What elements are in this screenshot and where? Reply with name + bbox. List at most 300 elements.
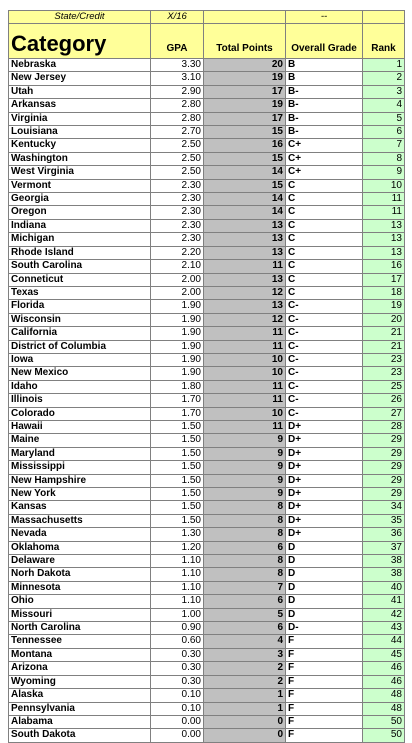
overall-grade-cell[interactable]: D- [286, 622, 363, 635]
rank-cell[interactable]: 13 [363, 219, 405, 232]
state-grades-table [8, 10, 405, 743]
gpa-cell[interactable]: 2.50 [151, 152, 204, 165]
total-points-cell[interactable]: 13 [204, 300, 286, 313]
total-points-cell[interactable]: 9 [204, 447, 286, 460]
total-points-cell[interactable]: 5 [204, 608, 286, 621]
total-points-cell[interactable]: 6 [204, 541, 286, 554]
column-header-row [9, 24, 405, 59]
gpa-cell[interactable]: 2.30 [151, 219, 204, 232]
overall-grade-cell[interactable]: C [286, 246, 363, 259]
gpa-cell[interactable]: 1.10 [151, 555, 204, 568]
total-points-cell[interactable]: 10 [204, 367, 286, 380]
rank-cell[interactable]: 48 [363, 702, 405, 715]
rank-cell[interactable]: 45 [363, 648, 405, 661]
total-points-cell[interactable]: 19 [204, 99, 286, 112]
state-name-cell[interactable]: North Carolina [9, 622, 151, 635]
overall-grade-cell[interactable]: C [286, 193, 363, 206]
overall-grade-cell[interactable]: D+ [286, 447, 363, 460]
state-name-cell[interactable]: Oregon [9, 206, 151, 219]
state-name-cell[interactable]: California [9, 327, 151, 340]
table-row [9, 327, 405, 340]
table-row [9, 246, 405, 259]
table-row [9, 488, 405, 501]
overall-grade-cell[interactable]: D [286, 595, 363, 608]
gpa-cell[interactable]: 2.30 [151, 233, 204, 246]
total-points-cell[interactable]: 17 [204, 112, 286, 125]
overall-grade-cell[interactable]: C [286, 233, 363, 246]
table-row [9, 622, 405, 635]
top-header-empty-1[interactable] [204, 11, 286, 24]
rank-cell[interactable]: 7 [363, 139, 405, 152]
rank-cell[interactable]: 34 [363, 501, 405, 514]
overall-grade-cell[interactable]: D+ [286, 501, 363, 514]
gpa-cell[interactable]: 1.20 [151, 541, 204, 554]
table-row [9, 648, 405, 661]
total-points-header[interactable]: Total Points [204, 24, 286, 59]
rank-cell[interactable]: 5 [363, 112, 405, 125]
state-name-cell[interactable]: Louisiana [9, 126, 151, 139]
overall-grade-cell[interactable]: C- [286, 327, 363, 340]
table-row [9, 99, 405, 112]
overall-grade-cell[interactable]: D [286, 541, 363, 554]
gpa-cell[interactable]: 1.50 [151, 474, 204, 487]
state-name-cell[interactable]: West Virginia [9, 166, 151, 179]
state-name-cell[interactable]: Conneticut [9, 273, 151, 286]
overall-grade-cell[interactable]: C [286, 286, 363, 299]
gpa-cell[interactable]: 1.90 [151, 340, 204, 353]
rank-cell[interactable]: 13 [363, 233, 405, 246]
rank-header[interactable]: Rank [363, 24, 405, 59]
total-points-cell[interactable]: 13 [204, 219, 286, 232]
total-points-cell[interactable]: 3 [204, 648, 286, 661]
gpa-header[interactable]: GPA [151, 24, 204, 59]
gpa-cell[interactable]: 0.30 [151, 662, 204, 675]
overall-grade-cell[interactable]: C+ [286, 139, 363, 152]
state-name-cell[interactable]: Indiana [9, 219, 151, 232]
table-row [9, 313, 405, 326]
total-points-cell[interactable]: 1 [204, 689, 286, 702]
overall-grade-cell[interactable]: D [286, 581, 363, 594]
state-name-cell[interactable]: Washington [9, 152, 151, 165]
overall-grade-cell[interactable]: F [286, 702, 363, 715]
table-row [9, 581, 405, 594]
gpa-cell[interactable]: 0.30 [151, 648, 204, 661]
gpa-cell[interactable]: 2.30 [151, 179, 204, 192]
table-body [9, 59, 405, 743]
gpa-cell[interactable]: 1.90 [151, 367, 204, 380]
rank-cell[interactable]: 11 [363, 193, 405, 206]
table-row [9, 474, 405, 487]
total-points-cell[interactable]: 17 [204, 85, 286, 98]
overall-grade-cell[interactable]: D+ [286, 528, 363, 541]
gpa-cell[interactable]: 0.10 [151, 689, 204, 702]
gpa-cell[interactable]: 1.50 [151, 447, 204, 460]
rank-cell[interactable]: 9 [363, 166, 405, 179]
rank-cell[interactable]: 42 [363, 608, 405, 621]
rank-cell[interactable]: 35 [363, 514, 405, 527]
state-name-cell[interactable]: Maine [9, 434, 151, 447]
state-name-cell[interactable]: Georgia [9, 193, 151, 206]
total-points-cell[interactable]: 13 [204, 246, 286, 259]
overall-grade-cell[interactable]: C- [286, 407, 363, 420]
gpa-cell[interactable]: 0.30 [151, 675, 204, 688]
category-header[interactable]: Category [9, 24, 151, 59]
table-row [9, 595, 405, 608]
total-points-cell[interactable]: 11 [204, 340, 286, 353]
total-points-cell[interactable]: 9 [204, 488, 286, 501]
rank-cell[interactable]: 11 [363, 206, 405, 219]
rank-cell[interactable]: 48 [363, 689, 405, 702]
state-name-cell[interactable]: Wisconsin [9, 313, 151, 326]
overall-grade-cell[interactable]: C [286, 260, 363, 273]
gpa-cell[interactable]: 0.90 [151, 622, 204, 635]
state-name-cell[interactable]: Norh Dakota [9, 568, 151, 581]
total-points-cell[interactable]: 16 [204, 139, 286, 152]
total-points-cell[interactable]: 11 [204, 380, 286, 393]
overall-grade-cell[interactable]: B [286, 72, 363, 85]
gpa-cell[interactable]: 1.90 [151, 327, 204, 340]
gpa-cell[interactable]: 1.50 [151, 434, 204, 447]
total-points-cell[interactable]: 11 [204, 260, 286, 273]
gpa-cell[interactable]: 1.50 [151, 488, 204, 501]
gpa-cell[interactable]: 1.70 [151, 394, 204, 407]
table-row [9, 635, 405, 648]
gpa-cell[interactable]: 2.50 [151, 139, 204, 152]
total-points-cell[interactable]: 15 [204, 126, 286, 139]
rank-cell[interactable]: 27 [363, 407, 405, 420]
gpa-cell[interactable]: 2.80 [151, 99, 204, 112]
total-points-cell[interactable]: 14 [204, 166, 286, 179]
overall-grade-cell[interactable]: C [286, 273, 363, 286]
total-points-cell[interactable]: 20 [204, 59, 286, 72]
rank-cell[interactable]: 38 [363, 555, 405, 568]
rank-cell[interactable]: 37 [363, 541, 405, 554]
state-name-cell[interactable]: Oklahoma [9, 541, 151, 554]
gpa-cell[interactable]: 0.10 [151, 702, 204, 715]
table-row [9, 300, 405, 313]
top-header-empty-2[interactable] [363, 11, 405, 24]
rank-cell[interactable]: 50 [363, 729, 405, 742]
overall-grade-cell[interactable]: F [286, 662, 363, 675]
state-name-cell[interactable]: Iowa [9, 353, 151, 366]
overall-grade-header[interactable]: Overall Grade [286, 24, 363, 59]
overall-grade-cell[interactable]: B- [286, 126, 363, 139]
gpa-cell[interactable]: 1.50 [151, 461, 204, 474]
gpa-cell[interactable]: 1.10 [151, 595, 204, 608]
state-name-cell[interactable]: South Carolina [9, 260, 151, 273]
overall-grade-cell[interactable]: F [286, 648, 363, 661]
rank-cell[interactable]: 40 [363, 581, 405, 594]
rank-cell[interactable]: 4 [363, 99, 405, 112]
rank-cell[interactable]: 26 [363, 394, 405, 407]
rank-cell[interactable]: 2 [363, 72, 405, 85]
overall-grade-cell[interactable]: C- [286, 367, 363, 380]
overall-grade-cell[interactable]: D [286, 568, 363, 581]
gpa-cell[interactable]: 2.20 [151, 246, 204, 259]
rank-cell[interactable]: 36 [363, 528, 405, 541]
total-points-cell[interactable]: 6 [204, 622, 286, 635]
rank-cell[interactable]: 16 [363, 260, 405, 273]
overall-grade-cell[interactable]: D [286, 555, 363, 568]
overall-grade-cell[interactable]: C+ [286, 152, 363, 165]
rank-cell[interactable]: 1 [363, 59, 405, 72]
rank-cell[interactable]: 46 [363, 675, 405, 688]
overall-grade-cell[interactable]: F [286, 715, 363, 728]
table-row [9, 367, 405, 380]
gpa-cell[interactable]: 1.50 [151, 420, 204, 433]
state-name-cell[interactable]: Texas [9, 286, 151, 299]
state-name-cell[interactable]: Massachusetts [9, 514, 151, 527]
total-points-cell[interactable]: 6 [204, 595, 286, 608]
state-name-cell[interactable]: Missouri [9, 608, 151, 621]
table-row [9, 206, 405, 219]
total-points-cell[interactable]: 11 [204, 420, 286, 433]
state-name-cell[interactable]: Minnesota [9, 581, 151, 594]
gpa-cell[interactable]: 1.30 [151, 528, 204, 541]
total-points-cell[interactable]: 12 [204, 286, 286, 299]
overall-grade-cell[interactable]: D [286, 608, 363, 621]
total-points-cell[interactable]: 7 [204, 581, 286, 594]
gpa-cell[interactable]: 2.50 [151, 166, 204, 179]
overall-grade-cell[interactable]: D+ [286, 461, 363, 474]
state-name-cell[interactable]: New Hampshire [9, 474, 151, 487]
rank-cell[interactable]: 29 [363, 434, 405, 447]
gpa-cell[interactable]: 0.00 [151, 729, 204, 742]
table-row [9, 179, 405, 192]
rank-cell[interactable]: 3 [363, 85, 405, 98]
total-points-cell[interactable]: 14 [204, 193, 286, 206]
rank-cell[interactable]: 17 [363, 273, 405, 286]
total-points-cell[interactable]: 9 [204, 434, 286, 447]
state-name-cell[interactable]: New Mexico [9, 367, 151, 380]
table-row [9, 434, 405, 447]
gpa-cell[interactable]: 1.10 [151, 581, 204, 594]
gpa-cell[interactable]: 2.00 [151, 286, 204, 299]
rank-cell[interactable]: 21 [363, 340, 405, 353]
overall-grade-cell[interactable]: D+ [286, 474, 363, 487]
table-row [9, 260, 405, 273]
gpa-cell[interactable]: 3.30 [151, 59, 204, 72]
state-name-cell[interactable]: District of Columbia [9, 340, 151, 353]
overall-grade-cell[interactable]: C+ [286, 166, 363, 179]
table-row [9, 568, 405, 581]
rank-cell[interactable]: 29 [363, 447, 405, 460]
state-name-cell[interactable]: Nebraska [9, 59, 151, 72]
total-points-cell[interactable]: 10 [204, 353, 286, 366]
gpa-cell[interactable]: 2.30 [151, 206, 204, 219]
state-name-cell[interactable]: Delaware [9, 555, 151, 568]
gpa-cell[interactable]: 2.00 [151, 273, 204, 286]
overall-grade-cell[interactable]: C [286, 179, 363, 192]
total-points-cell[interactable]: 1 [204, 702, 286, 715]
gpa-cell[interactable]: 1.50 [151, 514, 204, 527]
state-name-cell[interactable]: Florida [9, 300, 151, 313]
state-name-cell[interactable]: Hawaii [9, 420, 151, 433]
rank-cell[interactable]: 46 [363, 662, 405, 675]
overall-grade-cell[interactable]: F [286, 635, 363, 648]
rank-cell[interactable]: 29 [363, 474, 405, 487]
rank-cell[interactable]: 41 [363, 595, 405, 608]
top-header-state-credit[interactable]: State/Credit [9, 11, 151, 24]
total-points-cell[interactable]: 19 [204, 72, 286, 85]
state-name-cell[interactable]: Arkansas [9, 99, 151, 112]
rank-cell[interactable]: 28 [363, 420, 405, 433]
rank-cell[interactable]: 21 [363, 327, 405, 340]
total-points-cell[interactable]: 14 [204, 206, 286, 219]
gpa-cell[interactable]: 2.10 [151, 260, 204, 273]
total-points-cell[interactable]: 2 [204, 675, 286, 688]
table-row [9, 689, 405, 702]
total-points-cell[interactable]: 8 [204, 555, 286, 568]
total-points-cell[interactable]: 0 [204, 715, 286, 728]
rank-cell[interactable]: 18 [363, 286, 405, 299]
gpa-cell[interactable]: 0.00 [151, 715, 204, 728]
rank-cell[interactable]: 50 [363, 715, 405, 728]
total-points-cell[interactable]: 15 [204, 179, 286, 192]
rank-cell[interactable]: 23 [363, 353, 405, 366]
rank-cell[interactable]: 44 [363, 635, 405, 648]
state-name-cell[interactable]: Pennsylvania [9, 702, 151, 715]
rank-cell[interactable]: 19 [363, 300, 405, 313]
gpa-cell[interactable]: 1.90 [151, 300, 204, 313]
table-row [9, 72, 405, 85]
total-points-cell[interactable]: 9 [204, 474, 286, 487]
rank-cell[interactable]: 25 [363, 380, 405, 393]
state-name-cell[interactable]: Alabama [9, 715, 151, 728]
overall-grade-cell[interactable]: B- [286, 85, 363, 98]
total-points-cell[interactable]: 13 [204, 273, 286, 286]
gpa-cell[interactable]: 0.60 [151, 635, 204, 648]
total-points-cell[interactable]: 11 [204, 327, 286, 340]
state-name-cell[interactable]: Kentucky [9, 139, 151, 152]
state-name-cell[interactable]: New York [9, 488, 151, 501]
gpa-cell[interactable]: 1.90 [151, 313, 204, 326]
total-points-cell[interactable]: 8 [204, 528, 286, 541]
total-points-cell[interactable]: 9 [204, 461, 286, 474]
state-name-cell[interactable]: Mississippi [9, 461, 151, 474]
gpa-cell[interactable]: 1.00 [151, 608, 204, 621]
gpa-cell[interactable]: 2.30 [151, 193, 204, 206]
overall-grade-cell[interactable]: C [286, 219, 363, 232]
overall-grade-cell[interactable]: F [286, 729, 363, 742]
overall-grade-cell[interactable]: C [286, 206, 363, 219]
rank-cell[interactable]: 29 [363, 488, 405, 501]
rank-cell[interactable]: 6 [363, 126, 405, 139]
rank-cell[interactable]: 13 [363, 246, 405, 259]
state-name-cell[interactable]: Alaska [9, 689, 151, 702]
overall-grade-cell[interactable]: C- [286, 353, 363, 366]
state-name-cell[interactable]: Rhode Island [9, 246, 151, 259]
total-points-cell[interactable]: 8 [204, 514, 286, 527]
rank-cell[interactable]: 20 [363, 313, 405, 326]
total-points-cell[interactable]: 10 [204, 407, 286, 420]
state-name-cell[interactable]: Idaho [9, 380, 151, 393]
overall-grade-cell[interactable]: D+ [286, 514, 363, 527]
overall-grade-cell[interactable]: B [286, 59, 363, 72]
overall-grade-cell[interactable]: C- [286, 340, 363, 353]
total-points-cell[interactable]: 0 [204, 729, 286, 742]
table-row [9, 273, 405, 286]
state-name-cell[interactable]: Ohio [9, 595, 151, 608]
state-name-cell[interactable]: Maryland [9, 447, 151, 460]
gpa-cell[interactable]: 2.80 [151, 112, 204, 125]
state-name-cell[interactable]: Tennessee [9, 635, 151, 648]
state-name-cell[interactable]: Kansas [9, 501, 151, 514]
state-name-cell[interactable]: Colorado [9, 407, 151, 420]
gpa-cell[interactable]: 1.70 [151, 407, 204, 420]
overall-grade-cell[interactable]: F [286, 675, 363, 688]
gpa-cell[interactable]: 2.90 [151, 85, 204, 98]
state-name-cell[interactable]: Nevada [9, 528, 151, 541]
state-name-cell[interactable]: Michigan [9, 233, 151, 246]
overall-grade-cell[interactable]: D+ [286, 434, 363, 447]
total-points-cell[interactable]: 12 [204, 313, 286, 326]
state-name-cell[interactable]: South Dakota [9, 729, 151, 742]
table-row [9, 380, 405, 393]
rank-cell[interactable]: 43 [363, 622, 405, 635]
gpa-cell[interactable]: 3.10 [151, 72, 204, 85]
total-points-cell[interactable]: 11 [204, 394, 286, 407]
overall-grade-cell[interactable]: D+ [286, 420, 363, 433]
total-points-cell[interactable]: 8 [204, 568, 286, 581]
gpa-cell[interactable]: 1.10 [151, 568, 204, 581]
top-header-x16[interactable]: X/16 [151, 11, 204, 24]
rank-cell[interactable]: 10 [363, 179, 405, 192]
total-points-cell[interactable]: 13 [204, 233, 286, 246]
gpa-cell[interactable]: 1.90 [151, 353, 204, 366]
state-name-cell[interactable]: Utah [9, 85, 151, 98]
overall-grade-cell[interactable]: C- [286, 394, 363, 407]
gpa-cell[interactable]: 1.50 [151, 501, 204, 514]
gpa-cell[interactable]: 1.80 [151, 380, 204, 393]
rank-cell[interactable]: 29 [363, 461, 405, 474]
state-name-cell[interactable]: Montana [9, 648, 151, 661]
table-row [9, 501, 405, 514]
total-points-cell[interactable]: 15 [204, 152, 286, 165]
top-header-dashes[interactable]: -- [286, 11, 363, 24]
overall-grade-cell[interactable]: C- [286, 313, 363, 326]
overall-grade-cell[interactable]: B- [286, 99, 363, 112]
total-points-cell[interactable]: 8 [204, 501, 286, 514]
total-points-cell[interactable]: 2 [204, 662, 286, 675]
overall-grade-cell[interactable]: D+ [286, 488, 363, 501]
overall-grade-cell[interactable]: F [286, 689, 363, 702]
total-points-cell[interactable]: 4 [204, 635, 286, 648]
rank-cell[interactable]: 38 [363, 568, 405, 581]
table-row [9, 286, 405, 299]
table-row [9, 729, 405, 742]
overall-grade-cell[interactable]: B- [286, 112, 363, 125]
rank-cell[interactable]: 23 [363, 367, 405, 380]
table-row [9, 447, 405, 460]
state-name-cell[interactable]: New Jersey [9, 72, 151, 85]
state-name-cell[interactable]: Vermont [9, 179, 151, 192]
table-row [9, 407, 405, 420]
state-name-cell[interactable]: Wyoming [9, 675, 151, 688]
overall-grade-cell[interactable]: C- [286, 300, 363, 313]
gpa-cell[interactable]: 2.70 [151, 126, 204, 139]
rank-cell[interactable]: 8 [363, 152, 405, 165]
table-row [9, 112, 405, 125]
top-header-row [9, 11, 405, 24]
state-name-cell[interactable]: Virginia [9, 112, 151, 125]
table-row [9, 420, 405, 433]
table-row [9, 85, 405, 98]
overall-grade-cell[interactable]: C- [286, 380, 363, 393]
state-name-cell[interactable]: Arizona [9, 662, 151, 675]
state-name-cell[interactable]: Illinois [9, 394, 151, 407]
table-row [9, 461, 405, 474]
